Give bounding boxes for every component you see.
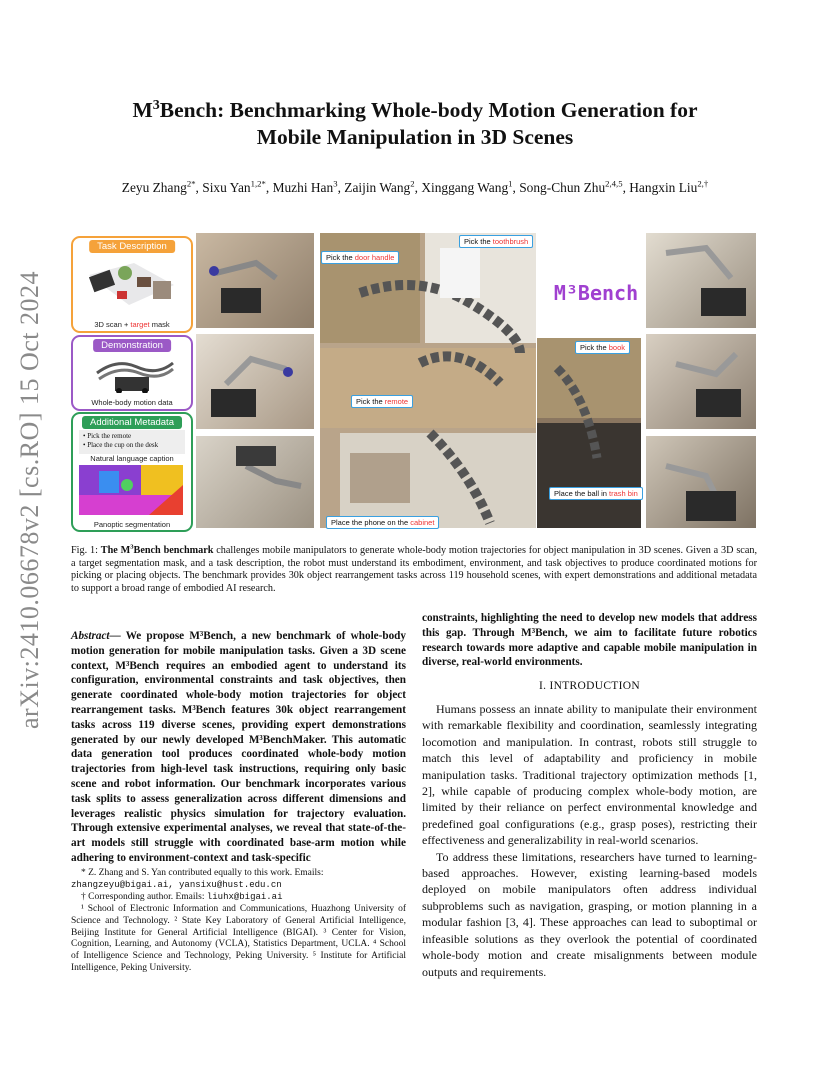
corresponding-email: liuhx@bigai.ai [206, 891, 283, 902]
robot-photo-remote [196, 334, 314, 429]
caption-line: • Pick the remote [83, 432, 132, 440]
author: Zaijin Wang$^2$ [344, 178, 415, 195]
author: Xinggang Wang$^1$ [421, 178, 513, 195]
corresponding-note: † Corresponding author. Emails: [81, 891, 207, 902]
robot-icon [196, 233, 314, 328]
intro-paragraph: Humans possess an innate ability to manipulate their environment with remarkable flexibility and coordination, seamlessly integrating locomotion and manipulation. In contrast, robots still struggle to match this level of adaptability and proficiency in mobile manipulation tasks. Traditional trajectory optimization methods [1, 2], while capable of producing complex whole-body motion, are limited by their reliance on perfect environmental knowledge and predefined goal configurations (e.g., grasp poses), restricting their effectiveness and generalizability in real-world scenarios. [422, 702, 757, 848]
language-caption-label: Natural language caption [90, 454, 174, 463]
author: Sixu Yan$^{1,2*}$ [202, 178, 266, 195]
robot-icon [646, 436, 756, 528]
segmentation-caption: Panoptic segmentation [93, 520, 171, 529]
metadata-panel [71, 412, 193, 532]
scene-map-left [320, 233, 536, 528]
robot-icon [196, 334, 314, 429]
introduction-body [422, 701, 757, 980]
teaser-figure [71, 233, 756, 530]
arxiv-identifier: arXiv:2410.06678v2 [cs.RO] 15 Oct 2024 [15, 270, 44, 730]
figure-caption: Fig. 1: The $M^3Bench$ benchmark challenges mobile manipulators to generate whole-body motion trajectories for object manipulation in 3D scenes. Given a 3D scan, a target segmentation mask, and a task description, the robot must understand its embodiment, environment, and task objectives to produce coordinated motions for picking or placing objects. The benchmark provides 30k object rearrangement tasks across 119 household scenes, with expert demonstrations and additional metadata to support a broad range of embodied AI research. [71, 543, 757, 594]
author: Zeyu Zhang$^{2*}$ [121, 178, 196, 195]
metadata-header: Additional Metadata [82, 416, 182, 429]
section-heading: I. INTRODUCTION [539, 680, 640, 692]
robot-icon [646, 334, 756, 429]
intro-paragraph: To address these limitations, researchers have turned to learning-based approaches. However, existing learning-based models deployed on mobile manipulators often address individual subproblems such as navigation, grasping, or motion planning in a modular fashion [3, 4]. These approaches can lead to suboptimal or infeasible solutions as they overlook the potential of coordinated whole-body motion and create misalignments between module outputs and requirements. [422, 849, 757, 979]
footnotes [71, 868, 406, 975]
label-trash-bin: Place the ball in trash bin [549, 487, 643, 500]
abstract-label: Abstract [71, 630, 110, 642]
robot-photo-book [646, 334, 756, 429]
author: Muzhi Han$^3$ [272, 178, 338, 195]
label-remote: Pick the remote [351, 395, 413, 408]
robot-photo-door [196, 233, 314, 328]
floorplan-render [320, 233, 536, 528]
robot-icon [646, 233, 756, 328]
abstract [71, 629, 406, 866]
m3bench-logo: M³Bench [541, 273, 651, 313]
task-description-caption: 3D scan + target mask [94, 320, 170, 329]
segmentation-image [79, 465, 183, 515]
robot-motion-illustration [87, 353, 177, 393]
label-toothbrush: Pick the toothbrush [459, 235, 533, 248]
demonstration-panel [71, 335, 193, 411]
author-emails: zhangzeyu@bigai.ai, yansixu@hust.edu.cn [71, 879, 282, 890]
author: Song-Chun Zhu$^{2,4,5}$ [519, 178, 623, 195]
affiliations: ¹ School of Electronic Information and Communications, Huazhong University of Science and Technology. ² State Key Laboratory of General Artificial Intelligence, Beijing Institute for General Artificial Intelligence (BIGAI). ³ Center for Vision, Cognition, Learning, and Autonomy (VCLA), Statistics Department, UCLA. ⁴ School of Intelligence Science and Technology, Peking University. ⁵ Institute for Artificial Intelligence, Peking University. [71, 903, 406, 974]
author-list: Zeyu Zhang$^{2*}$, Sixu Yan$^{1,2*}$, Muzhi Han$^3$, Zaijin Wang$^2$, Xinggang Wang$^1$, Song-Chun Zhu$^{2,4,5}$, Hangxin Liu$^{2,\dagger}$ [121, 178, 709, 195]
language-caption-box [79, 430, 185, 454]
label-book: Pick the book [575, 341, 630, 354]
equal-contribution-note: * Z. Zhang and S. Yan contributed equally to this work. Emails: [81, 868, 324, 878]
demonstration-header: Demonstration [93, 339, 171, 352]
abstract-continued: constraints, highlighting the need to develop new models that address this gap. Through M³Bench, we aim to facilitate future robotics research towards more adaptive and capable mobile manipulation in diverse, real-world environments. [422, 612, 757, 669]
label-door-handle: Pick the door handle [321, 251, 399, 264]
paper-title: $M^3Bench$: Benchmarking Whole-body Motion Generation for Mobile Manipulation in 3D Scenes [132, 97, 698, 149]
caption-line: • Place the cup on the desk [83, 441, 159, 449]
robot-icon [196, 436, 314, 528]
abstract-text: — We propose M³Bench, a new benchmark of whole-body motion generation for mobile manipulation tasks. Given a 3D scene context, M³Bench requires an embodied agent to understand its configuration, environmental constraints and task objectives, then generate coordinated whole-body motion trajectories for object rearrangement tasks. M³Bench features 30k object rearrangement tasks across 119 diverse scenes, providing expert demonstrations generated by our newly developed M³BenchMaker. This automatic data generation tool produces coordinated whole-body motion trajectories from high-level task instructions, requiring only basic scene and robot information. Our benchmark incorporates various task splits to assess generalization across different dimensions and leverages realistic physics simulation for trajectory evaluation. Through extensive experimental analyses, we reveal that state-of-the-art models still struggle with coordinated base-arm motion while adhering to environment-context and task-specific [71, 630, 406, 864]
author: Hangxin Liu$^{2,\dagger}$ [629, 178, 709, 195]
task-description-header: Task Description [89, 240, 175, 253]
demonstration-caption: Whole-body motion data [91, 398, 173, 407]
robot-photo-trash [646, 436, 756, 528]
robot-photo-toothbrush [646, 233, 756, 328]
task-description-panel [71, 236, 193, 333]
robot-photo-cabinet [196, 436, 314, 528]
scan-illustration [79, 255, 183, 315]
label-cabinet: Place the phone on the cabinet [326, 516, 439, 529]
